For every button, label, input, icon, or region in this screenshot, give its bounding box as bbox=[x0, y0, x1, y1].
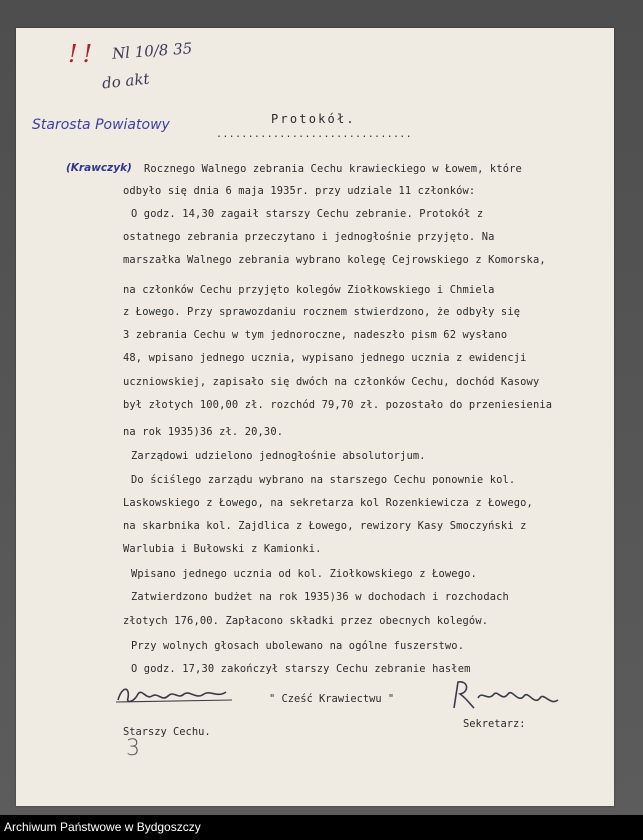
body-line: odbyło się dnia 6 maja 1935r. przy udziale 11 członków: bbox=[123, 185, 476, 197]
body-line: O godz. 17,30 zakończył starszy Cechu zebranie hasłem bbox=[131, 663, 471, 675]
body-line: Do ściślego zarządu wybrano na starszego Cechu ponownie kol. bbox=[131, 474, 516, 486]
red-exclamation-marks: !! bbox=[68, 40, 98, 68]
handwritten-reference: Nl 10/8 35 bbox=[111, 39, 193, 63]
pencil-page-number: 3 bbox=[126, 736, 140, 761]
body-line: Przy wolnych głosach ubolewano na ogólne fuszerstwo. bbox=[131, 640, 465, 652]
office-stamp: Starosta Powiatowy bbox=[32, 117, 170, 133]
body-line: na skarbnika kol. Zajdlica z Łowego, rewizory Kasy Smoczyński z bbox=[123, 520, 527, 532]
body-line: O godz. 14,30 zagaił starszy Cechu zebranie. Protokół z bbox=[131, 208, 484, 220]
body-line: 48, wpisano jednego ucznia, wypisano jednego ucznia z ewidencji bbox=[123, 352, 527, 364]
page-title: Protokół. bbox=[271, 112, 356, 126]
body-line: był złotych 100,00 zł. rozchód 79,70 zł. pozostało do przeniesienia bbox=[123, 399, 553, 411]
handwritten-note: do akt bbox=[101, 69, 151, 93]
body-line: Wpisano jednego ucznia od kol. Ziołkowskiego z Łowego. bbox=[131, 568, 477, 580]
body-line: na członków Cechu przyjęto kolegów Ziołkowskiego i Chmiela bbox=[123, 284, 495, 296]
body-line: na rok 1935)36 zł. 20,30. bbox=[123, 426, 284, 438]
guild-motto: " Cześć Krawiectwu " bbox=[269, 693, 395, 705]
archive-footer bbox=[0, 815, 643, 840]
body-line: Zatwierdzono budżet na rok 1935)36 w dochodach i rozchodach bbox=[131, 591, 509, 603]
body-line: Zarządowi udzielono jednogłośnie absolutorjum. bbox=[131, 450, 426, 462]
body-line: ostatnego zebrania przeczytano i jednogłośnie przyjęto. Na bbox=[123, 231, 495, 243]
signature-right bbox=[448, 676, 568, 716]
label-starszy-cechu: Starszy Cechu. bbox=[123, 726, 211, 738]
archive-name: Archiwum Państwowe w Bydgoszczy bbox=[4, 820, 201, 834]
office-stamp-name: (Krawczyk) bbox=[66, 162, 132, 174]
body-line: Warlubia i Bułowski z Kamionki. bbox=[123, 543, 322, 555]
body-line: uczniowskiej, zapisało się dwóch na członków Cechu, dochód Kasowy bbox=[123, 376, 540, 388]
body-line: Laskowskiego z Łowego, na sekretarza kol Rozenkiewicza z Łowego, bbox=[123, 497, 533, 509]
label-sekretarz: Sekretarz: bbox=[463, 718, 526, 730]
body-line: marszałka Walnego zebrania wybrano kolegę Cejrowskiego z Komorska, bbox=[123, 254, 546, 266]
body-line: 3 zebrania Cechu w tym jednoroczne, nadeszło pism 62 wysłano bbox=[123, 329, 508, 341]
signature-left bbox=[112, 680, 242, 708]
body-line: z Łowego. Przy sprawozdaniu rocznem stwierdzono, że odbyły się bbox=[123, 306, 521, 318]
document-page bbox=[16, 28, 614, 806]
body-line: złotych 176,00. Zapłacono składki przez obecnych kolegów. bbox=[123, 615, 489, 627]
body-line: Rocznego Walnego zebrania Cechu krawieckiego w Łowem, które bbox=[144, 163, 522, 175]
title-underline: ............................... bbox=[216, 129, 412, 140]
